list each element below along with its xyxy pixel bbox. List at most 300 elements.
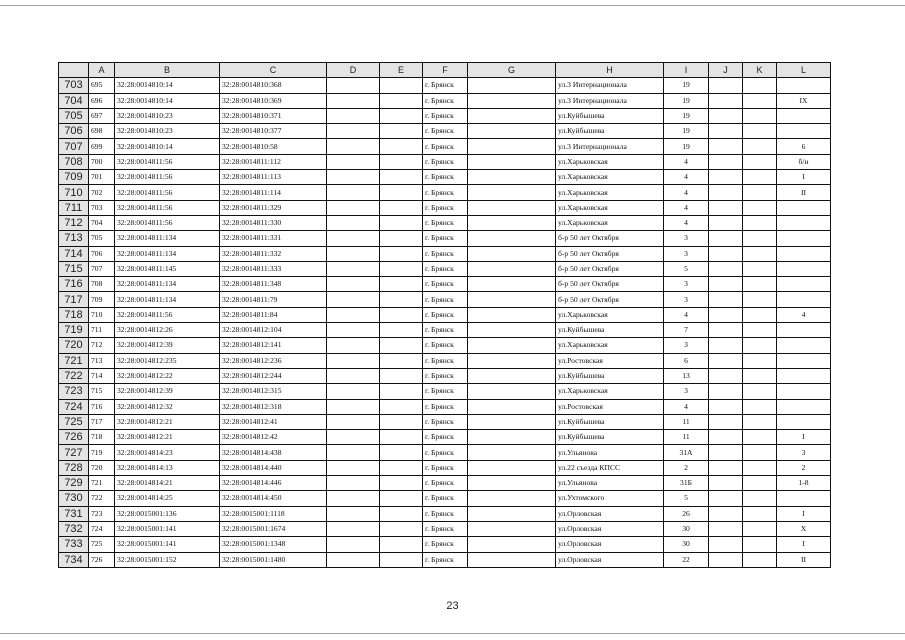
cell-g xyxy=(468,353,556,368)
cell-c: 32:28:0014811:84 xyxy=(220,307,327,322)
column-header-b: B xyxy=(115,63,220,78)
cell-k xyxy=(743,139,777,154)
cell-g xyxy=(468,93,556,108)
cell-b: 32:28:0014812:21 xyxy=(115,430,220,445)
cell-d xyxy=(327,384,380,399)
cell-f: г. Брянск xyxy=(423,185,468,200)
cell-c: 32:28:0015001:1674 xyxy=(220,521,327,536)
cell-c: 32:28:0015001:1118 xyxy=(220,506,327,521)
cell-d xyxy=(327,414,380,429)
cell-d xyxy=(327,139,380,154)
cell-l xyxy=(777,124,831,139)
cell-l: I xyxy=(777,430,831,445)
cell-l xyxy=(777,353,831,368)
table-row xyxy=(59,231,831,246)
row-number: 709 xyxy=(59,170,89,185)
cell-a: 696 xyxy=(89,93,115,108)
cell-g xyxy=(468,414,556,429)
cell-l xyxy=(777,78,831,93)
cell-j xyxy=(709,108,743,123)
column-header-j: J xyxy=(709,63,743,78)
row-number: 711 xyxy=(59,200,89,215)
cell-h: ул.Ульянова xyxy=(556,476,664,491)
cell-a: 704 xyxy=(89,215,115,230)
cell-c: 32:28:0014812:42 xyxy=(220,430,327,445)
cell-e xyxy=(380,506,423,521)
cell-b: 32:28:0014811:134 xyxy=(115,292,220,307)
cell-b: 32:28:0015001:136 xyxy=(115,506,220,521)
cell-d xyxy=(327,353,380,368)
cell-j xyxy=(709,384,743,399)
table-row xyxy=(59,521,831,536)
cell-b: 32:28:0014811:134 xyxy=(115,246,220,261)
cell-k xyxy=(743,124,777,139)
cell-i: 4 xyxy=(664,399,709,414)
row-number: 712 xyxy=(59,215,89,230)
cell-l xyxy=(777,368,831,383)
cell-c: 32:28:0014812:104 xyxy=(220,323,327,338)
column-header-a: A xyxy=(89,63,115,78)
cell-c: 32:28:0014810:368 xyxy=(220,78,327,93)
cell-l: I xyxy=(777,506,831,521)
cell-i: 6 xyxy=(664,353,709,368)
cell-c: 32:28:0014812:244 xyxy=(220,368,327,383)
table-row xyxy=(59,246,831,261)
cell-h: ул.Орловская xyxy=(556,506,664,521)
cell-j xyxy=(709,476,743,491)
cell-b: 32:28:0014812:21 xyxy=(115,414,220,429)
cell-i: 19 xyxy=(664,93,709,108)
cell-a: 709 xyxy=(89,292,115,307)
cell-j xyxy=(709,537,743,552)
cell-d xyxy=(327,108,380,123)
cell-i: 19 xyxy=(664,124,709,139)
cell-l xyxy=(777,323,831,338)
cell-f: г. Брянск xyxy=(423,108,468,123)
row-number: 731 xyxy=(59,506,89,521)
cell-a: 703 xyxy=(89,200,115,215)
column-header-g: G xyxy=(468,63,556,78)
cell-g xyxy=(468,154,556,169)
table-row xyxy=(59,215,831,230)
cell-k xyxy=(743,445,777,460)
column-header-l: L xyxy=(777,63,831,78)
cell-h: ул.Харьковская xyxy=(556,154,664,169)
cell-g xyxy=(468,231,556,246)
cell-c: 32:28:0014814:446 xyxy=(220,476,327,491)
table-row xyxy=(59,185,831,200)
table-row xyxy=(59,476,831,491)
row-number: 721 xyxy=(59,353,89,368)
cell-c: 32:28:0014812:41 xyxy=(220,414,327,429)
row-number: 714 xyxy=(59,246,89,261)
row-number: 732 xyxy=(59,521,89,536)
cell-b: 32:28:0014812:39 xyxy=(115,384,220,399)
cell-a: 715 xyxy=(89,384,115,399)
cell-a: 708 xyxy=(89,277,115,292)
cell-i: 3 xyxy=(664,292,709,307)
cell-c: 32:28:0014812:236 xyxy=(220,353,327,368)
cell-j xyxy=(709,552,743,567)
table-row xyxy=(59,154,831,169)
cell-g xyxy=(468,277,556,292)
table-row xyxy=(59,78,831,93)
cell-j xyxy=(709,506,743,521)
cell-h: ул.Ростовская xyxy=(556,353,664,368)
cell-h: ул.Орловская xyxy=(556,537,664,552)
cell-f: г. Брянск xyxy=(423,231,468,246)
cell-k xyxy=(743,506,777,521)
cell-l: б/н xyxy=(777,154,831,169)
table-row xyxy=(59,338,831,353)
cell-b: 32:28:0014810:14 xyxy=(115,78,220,93)
cell-h: ул.Куйбышева xyxy=(556,414,664,429)
cell-j xyxy=(709,307,743,322)
cell-a: 718 xyxy=(89,430,115,445)
cell-h: б-р 50 лет Октября xyxy=(556,277,664,292)
cell-j xyxy=(709,124,743,139)
cell-f: г. Брянск xyxy=(423,368,468,383)
cell-g xyxy=(468,261,556,276)
cell-j xyxy=(709,338,743,353)
cell-h: ул.3 Интернационала xyxy=(556,139,664,154)
cell-i: 30 xyxy=(664,521,709,536)
cell-e xyxy=(380,537,423,552)
cell-l xyxy=(777,277,831,292)
cell-i: 3 xyxy=(664,384,709,399)
page-number: 23 xyxy=(446,600,459,612)
cell-j xyxy=(709,491,743,506)
cell-i: 5 xyxy=(664,491,709,506)
cell-e xyxy=(380,323,423,338)
cell-l: 4 xyxy=(777,307,831,322)
table-row xyxy=(59,108,831,123)
cell-b: 32:28:0014812:235 xyxy=(115,353,220,368)
cell-a: 722 xyxy=(89,491,115,506)
cell-i: 3 xyxy=(664,231,709,246)
cell-i: 2 xyxy=(664,460,709,475)
cell-d xyxy=(327,170,380,185)
cell-d xyxy=(327,292,380,307)
cell-e xyxy=(380,460,423,475)
cell-j xyxy=(709,170,743,185)
cell-i: 4 xyxy=(664,307,709,322)
cell-a: 699 xyxy=(89,139,115,154)
cell-f: г. Брянск xyxy=(423,491,468,506)
row-number: 704 xyxy=(59,93,89,108)
cell-h: ул.Ухтомского xyxy=(556,491,664,506)
cell-k xyxy=(743,323,777,338)
cell-h: ул.Ульянова xyxy=(556,445,664,460)
cell-e xyxy=(380,353,423,368)
cell-i: 3 xyxy=(664,277,709,292)
cell-j xyxy=(709,353,743,368)
cell-e xyxy=(380,154,423,169)
cell-d xyxy=(327,323,380,338)
table-row xyxy=(59,506,831,521)
cell-b: 32:28:0014810:14 xyxy=(115,139,220,154)
cell-l xyxy=(777,215,831,230)
cell-c: 32:28:0015001:1348 xyxy=(220,537,327,552)
cell-k xyxy=(743,384,777,399)
table-row xyxy=(59,277,831,292)
cell-h: ул.22 съезда КПСС xyxy=(556,460,664,475)
column-header-row xyxy=(59,63,831,78)
cell-b: 32:28:0014811:134 xyxy=(115,277,220,292)
cell-e xyxy=(380,78,423,93)
cell-b: 32:28:0014812:39 xyxy=(115,338,220,353)
cell-k xyxy=(743,108,777,123)
cell-e xyxy=(380,414,423,429)
cell-b: 32:28:0015001:141 xyxy=(115,537,220,552)
cell-d xyxy=(327,231,380,246)
cell-c: 32:28:0014811:330 xyxy=(220,215,327,230)
cell-c: 32:28:0014811:113 xyxy=(220,170,327,185)
column-header-c: C xyxy=(220,63,327,78)
row-number: 733 xyxy=(59,537,89,552)
cell-f: г. Брянск xyxy=(423,93,468,108)
cell-c: 32:28:0014811:333 xyxy=(220,261,327,276)
cell-l: 2 xyxy=(777,460,831,475)
cell-k xyxy=(743,414,777,429)
table-row xyxy=(59,537,831,552)
cell-l xyxy=(777,338,831,353)
cell-d xyxy=(327,399,380,414)
cell-a: 721 xyxy=(89,476,115,491)
cell-g xyxy=(468,368,556,383)
cell-e xyxy=(380,261,423,276)
cell-e xyxy=(380,108,423,123)
cell-e xyxy=(380,185,423,200)
cell-a: 698 xyxy=(89,124,115,139)
cell-j xyxy=(709,277,743,292)
row-number: 708 xyxy=(59,154,89,169)
row-number: 718 xyxy=(59,307,89,322)
cell-c: 32:28:0014811:112 xyxy=(220,154,327,169)
cell-a: 725 xyxy=(89,537,115,552)
row-number: 713 xyxy=(59,231,89,246)
cell-e xyxy=(380,399,423,414)
cell-h: ул.3 Интернационала xyxy=(556,78,664,93)
cell-j xyxy=(709,323,743,338)
cell-a: 717 xyxy=(89,414,115,429)
cell-k xyxy=(743,170,777,185)
cell-f: г. Брянск xyxy=(423,384,468,399)
cell-e xyxy=(380,521,423,536)
cell-g xyxy=(468,445,556,460)
cell-l: 6 xyxy=(777,139,831,154)
cell-h: ул.Харьковская xyxy=(556,307,664,322)
cell-j xyxy=(709,246,743,261)
cell-l xyxy=(777,384,831,399)
table-row xyxy=(59,414,831,429)
cell-l xyxy=(777,200,831,215)
spreadsheet-table xyxy=(58,62,831,568)
table-row xyxy=(59,292,831,307)
row-number: 719 xyxy=(59,323,89,338)
table-row xyxy=(59,399,831,414)
cell-f: г. Брянск xyxy=(423,78,468,93)
cell-d xyxy=(327,277,380,292)
cell-f: г. Брянск xyxy=(423,353,468,368)
cell-b: 32:28:0014814:25 xyxy=(115,491,220,506)
cell-i: 19 xyxy=(664,78,709,93)
cell-f: г. Брянск xyxy=(423,246,468,261)
cell-a: 724 xyxy=(89,521,115,536)
cell-b: 32:28:0014814:23 xyxy=(115,445,220,460)
table-row xyxy=(59,445,831,460)
cell-l xyxy=(777,414,831,429)
cell-j xyxy=(709,430,743,445)
cell-d xyxy=(327,124,380,139)
cell-b: 32:28:0015001:141 xyxy=(115,521,220,536)
table-row xyxy=(59,384,831,399)
cell-e xyxy=(380,170,423,185)
cell-j xyxy=(709,185,743,200)
cell-d xyxy=(327,200,380,215)
table-row xyxy=(59,124,831,139)
cell-d xyxy=(327,491,380,506)
cell-g xyxy=(468,108,556,123)
cell-d xyxy=(327,460,380,475)
cell-c: 32:28:0014810:377 xyxy=(220,124,327,139)
table-row xyxy=(59,323,831,338)
cell-b: 32:28:0014811:134 xyxy=(115,231,220,246)
cell-e xyxy=(380,93,423,108)
cell-a: 700 xyxy=(89,154,115,169)
cell-d xyxy=(327,476,380,491)
table-row xyxy=(59,200,831,215)
column-header-i: I xyxy=(664,63,709,78)
cell-h: ул.Орловская xyxy=(556,521,664,536)
cell-g xyxy=(468,430,556,445)
row-number: 720 xyxy=(59,338,89,353)
row-number: 703 xyxy=(59,78,89,93)
cell-e xyxy=(380,368,423,383)
cell-k xyxy=(743,292,777,307)
cell-e xyxy=(380,445,423,460)
row-number: 727 xyxy=(59,445,89,460)
cell-d xyxy=(327,261,380,276)
cell-g xyxy=(468,124,556,139)
cell-f: г. Брянск xyxy=(423,124,468,139)
cell-b: 32:28:0014810:23 xyxy=(115,124,220,139)
cell-d xyxy=(327,78,380,93)
table-row xyxy=(59,368,831,383)
cell-h: ул.Харьковская xyxy=(556,338,664,353)
cell-f: г. Брянск xyxy=(423,307,468,322)
cell-f: г. Брянск xyxy=(423,154,468,169)
row-number: 710 xyxy=(59,185,89,200)
cell-b: 32:28:0014810:23 xyxy=(115,108,220,123)
cell-e xyxy=(380,307,423,322)
cell-b: 32:28:0014811:56 xyxy=(115,307,220,322)
cell-b: 32:28:0014810:14 xyxy=(115,93,220,108)
cell-f: г. Брянск xyxy=(423,521,468,536)
cell-k xyxy=(743,200,777,215)
cell-i: 5 xyxy=(664,261,709,276)
cell-d xyxy=(327,307,380,322)
cell-g xyxy=(468,399,556,414)
table-row xyxy=(59,430,831,445)
row-number: 717 xyxy=(59,292,89,307)
cell-d xyxy=(327,93,380,108)
cell-l xyxy=(777,399,831,414)
cell-d xyxy=(327,185,380,200)
cell-g xyxy=(468,506,556,521)
column-header-d: D xyxy=(327,63,380,78)
cell-g xyxy=(468,200,556,215)
cell-e xyxy=(380,552,423,567)
table-row xyxy=(59,170,831,185)
cell-l: I xyxy=(777,537,831,552)
cell-g xyxy=(468,537,556,552)
cell-j xyxy=(709,261,743,276)
cell-e xyxy=(380,215,423,230)
cell-b: 32:28:0014811:145 xyxy=(115,261,220,276)
cell-l xyxy=(777,292,831,307)
cell-c: 32:28:0014810:58 xyxy=(220,139,327,154)
table-row xyxy=(59,307,831,322)
cell-k xyxy=(743,460,777,475)
row-number: 728 xyxy=(59,460,89,475)
cell-i: 4 xyxy=(664,154,709,169)
cell-g xyxy=(468,185,556,200)
cell-c: 32:28:0014812:141 xyxy=(220,338,327,353)
row-number: 723 xyxy=(59,384,89,399)
cell-i: 30 xyxy=(664,537,709,552)
cell-h: ул.Харьковская xyxy=(556,200,664,215)
cell-j xyxy=(709,93,743,108)
cell-l: 3 xyxy=(777,445,831,460)
cell-k xyxy=(743,185,777,200)
cell-d xyxy=(327,215,380,230)
cell-j xyxy=(709,460,743,475)
row-number: 705 xyxy=(59,108,89,123)
cell-e xyxy=(380,292,423,307)
cell-h: б-р 50 лет Октября xyxy=(556,246,664,261)
table-row xyxy=(59,491,831,506)
cell-a: 723 xyxy=(89,506,115,521)
cell-d xyxy=(327,445,380,460)
cell-f: г. Брянск xyxy=(423,338,468,353)
cell-l: X xyxy=(777,521,831,536)
cell-e xyxy=(380,139,423,154)
cell-a: 706 xyxy=(89,246,115,261)
cell-l: IX xyxy=(777,93,831,108)
cell-d xyxy=(327,506,380,521)
cell-b: 32:28:0014814:13 xyxy=(115,460,220,475)
row-number: 707 xyxy=(59,139,89,154)
cell-h: ул.Харьковская xyxy=(556,384,664,399)
cell-h: ул.Куйбышева xyxy=(556,323,664,338)
cell-k xyxy=(743,552,777,567)
cell-a: 714 xyxy=(89,368,115,383)
cell-k xyxy=(743,521,777,536)
cell-f: г. Брянск xyxy=(423,552,468,567)
cell-c: 32:28:0014812:315 xyxy=(220,384,327,399)
cell-b: 32:28:0015001:152 xyxy=(115,552,220,567)
cell-k xyxy=(743,154,777,169)
cell-g xyxy=(468,139,556,154)
cell-g xyxy=(468,460,556,475)
cell-e xyxy=(380,200,423,215)
cell-i: 3 xyxy=(664,338,709,353)
cell-a: 711 xyxy=(89,323,115,338)
row-number: 716 xyxy=(59,277,89,292)
cell-b: 32:28:0014814:21 xyxy=(115,476,220,491)
cell-i: 11 xyxy=(664,414,709,429)
